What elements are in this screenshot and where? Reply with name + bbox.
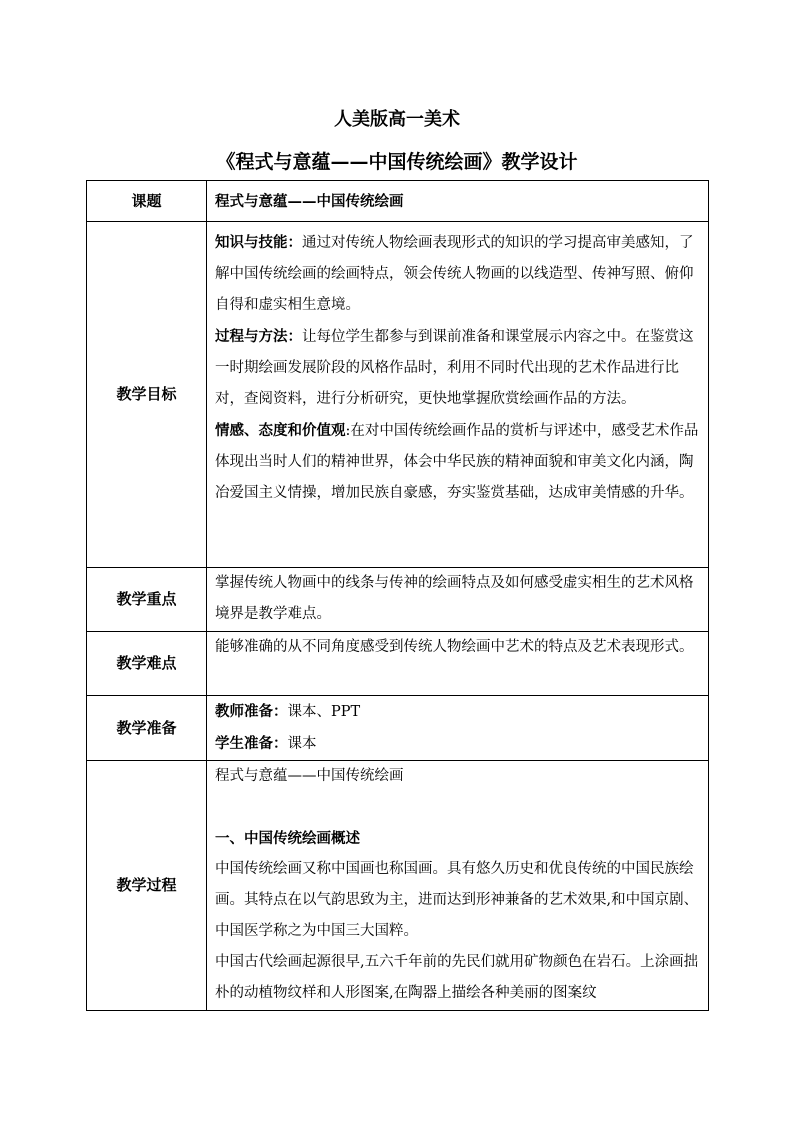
row-process: [87, 761, 709, 1011]
blank-line: [215, 792, 702, 823]
goal-process-head: 过程与方法：: [215, 328, 302, 345]
goals-label: 教学目标: [87, 222, 207, 568]
row-preparation: [87, 696, 709, 761]
student-prep-head: 学生准备：: [215, 735, 288, 752]
difficulties-value: 能够准确的从不同角度感受到传统人物绘画中艺术的特点及艺术表现形式。: [207, 632, 709, 696]
goal-process: [215, 321, 702, 415]
process-content: [207, 761, 709, 1011]
goal-knowledge-head: 知识与技能：: [215, 234, 302, 251]
student-prep-text: 课本: [287, 736, 317, 752]
document-title: 人美版高一美术: [334, 109, 460, 130]
row-difficulties: [87, 632, 709, 696]
process-label: 教学过程: [87, 761, 207, 1011]
teacher-prep-text: 课本、PPT: [287, 704, 361, 720]
teacher-prep: [215, 696, 702, 728]
row-key-points: [87, 568, 709, 632]
section-title: 一、中国传统绘画概述: [215, 830, 360, 847]
student-prep: [215, 728, 702, 760]
goal-emotion-head: 情感、态度和价值观: [215, 422, 346, 439]
lesson-plan-table: [86, 180, 709, 1011]
preparation-content: [207, 696, 709, 761]
goals-content: [207, 222, 709, 568]
goal-knowledge: [215, 227, 702, 321]
goal-knowledge-text: 通过对传统人物绘画表现形式的知识的学习提高审美感知，了解中国传统绘画的绘画特点，领会传统人物画的以线造型、传神写照、俯仰自得和虚实相生意境。: [215, 235, 694, 313]
topic-label: 课题: [87, 181, 207, 222]
preparation-label: 教学准备: [87, 696, 207, 761]
goal-emotion: [215, 415, 702, 509]
goal-emotion-text: :在对中国传统绘画作品的赏析与评述中，感受艺术作品体现出当时人们的精神世界，体会中华民族的精神面貌和审美文化内涵，陶冶爱国主义情操，增加民族自豪感，夯实鉴赏基础，达成审美情感的升华。: [215, 423, 699, 501]
document-subtitle: 《程式与意蕴——中国传统绘画》教学设计: [216, 151, 578, 173]
teacher-prep-head: 教师准备：: [215, 703, 288, 720]
process-line1: 程式与意蕴——中国传统绘画: [215, 768, 404, 784]
process-para1: 中国传统绘画又称中国画也称国画。具有悠久历史和优良传统的中国民族绘画。其特点在以气韵思致为主，进而达到形神兼备的艺术效果,和中国京剧、中国医学称之为中国三大国粹。: [215, 861, 699, 939]
process-para2: 中国古代绘画起源很早,五六千年前的先民们就用矿物颜色在岩石。上涂画拙朴的动植物纹样和人形图案,在陶器上描绘各种美丽的图案纹: [215, 954, 699, 1001]
difficulties-label: 教学难点: [87, 632, 207, 696]
key-points-value: 掌握传统人物画中的线条与传神的绘画特点及如何感受虚实相生的艺术风格境界是教学难点。: [207, 568, 709, 632]
row-goals: [87, 222, 709, 568]
key-points-label: 教学重点: [87, 568, 207, 632]
topic-value: 程式与意蕴——中国传统绘画: [207, 181, 709, 222]
row-topic: [87, 181, 709, 222]
goal-process-text: 让每位学生都参与到课前准备和课堂展示内容之中。在鉴赏这一时期绘画发展阶段的风格作品时，利用不同时代出现的艺术作品进行比对，查阅资料，进行分析研究，更快地掌握欣赏绘画作品的方法。: [215, 329, 694, 407]
